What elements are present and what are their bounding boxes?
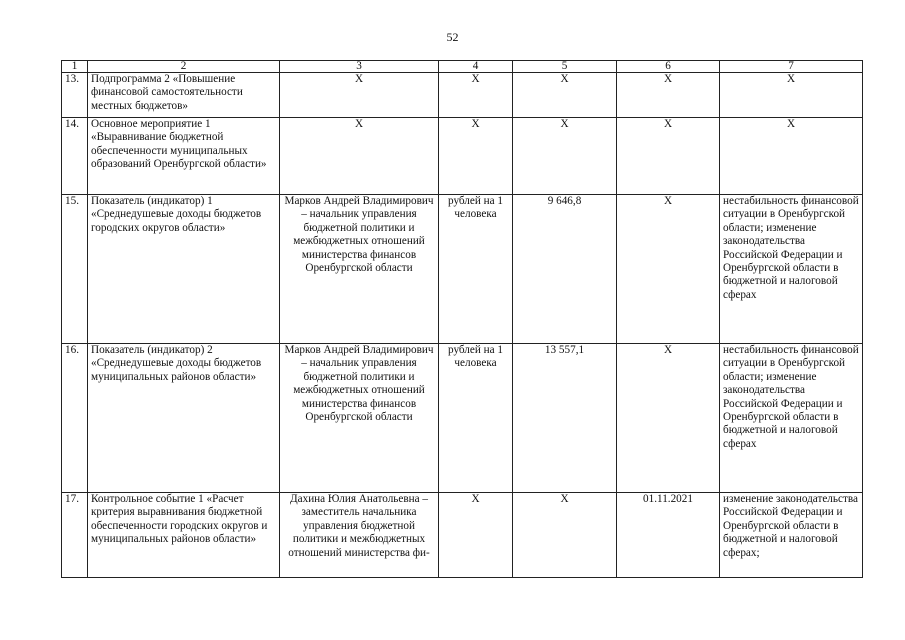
row-responsible: Марков Андрей Владимирович – начальник управления бюджетной политики и межбюджетных отношений министерства финансов Оренбургской области — [280, 344, 439, 493]
row-value: Х — [513, 118, 617, 195]
table-row — [62, 195, 863, 344]
row-number: 16. — [62, 344, 88, 493]
row-number: 15. — [62, 195, 88, 344]
header-cell: 2 — [88, 61, 280, 73]
row-risks: Х — [720, 73, 863, 118]
header-row — [62, 61, 863, 73]
row-risks: изменение законодательства Российской Федерации и Оренбургской области в бюджетной и налоговой сферах; — [720, 493, 863, 578]
row-date: Х — [617, 195, 720, 344]
row-date: Х — [617, 73, 720, 118]
row-responsible: Х — [280, 118, 439, 195]
indicators-table — [61, 60, 863, 578]
row-date: Х — [617, 344, 720, 493]
row-number: 13. — [62, 73, 88, 118]
row-value: Х — [513, 493, 617, 578]
row-risks: нестабильность финансовой ситуации в Оренбургской области; изменение законодательства Российской Федерации и Оренбургской области в бюджетной и налоговой сферах — [720, 344, 863, 493]
table-row — [62, 118, 863, 195]
row-responsible: Дахина Юлия Анатольевна – заместитель начальника управления бюджетной политики и межбюджетных отношений министерства фи- — [280, 493, 439, 578]
row-risks: нестабильность финансовой ситуации в Оренбургской области; изменение законодательства Российской Федерации и Оренбургской области в бюджетной и налоговой сферах — [720, 195, 863, 344]
row-unit: Х — [439, 118, 513, 195]
row-date: 01.11.2021 — [617, 493, 720, 578]
row-responsible: Х — [280, 73, 439, 118]
row-value: Х — [513, 73, 617, 118]
header-cell: 7 — [720, 61, 863, 73]
header-cell: 1 — [62, 61, 88, 73]
header-cell: 6 — [617, 61, 720, 73]
row-unit: Х — [439, 493, 513, 578]
row-name: Показатель (индикатор) 2 «Среднедушевые доходы бюджетов муниципальных районов области» — [88, 344, 280, 493]
table-row — [62, 493, 863, 578]
row-unit: рублей на 1 человека — [439, 344, 513, 493]
row-risks: Х — [720, 118, 863, 195]
row-name: Показатель (индикатор) 1 «Среднедушевые доходы бюджетов городских округов области» — [88, 195, 280, 344]
row-name: Подпрограмма 2 «Повышение финансовой самостоятельности местных бюджетов» — [88, 73, 280, 118]
table-row — [62, 344, 863, 493]
page-number: 52 — [446, 30, 459, 44]
table-row — [62, 73, 863, 118]
row-number: 14. — [62, 118, 88, 195]
row-unit: рублей на 1 человека — [439, 195, 513, 344]
row-number: 17. — [62, 493, 88, 578]
row-responsible: Марков Андрей Владимирович – начальник управления бюджетной политики и межбюджетных отношений министерства финансов Оренбургской области — [280, 195, 439, 344]
row-date: Х — [617, 118, 720, 195]
header-cell: 3 — [280, 61, 439, 73]
header-cell: 5 — [513, 61, 617, 73]
header-cell: 4 — [439, 61, 513, 73]
row-name: Основное мероприятие 1 «Выравнивание бюджетной обеспеченности муниципальных образований Оренбургской области» — [88, 118, 280, 195]
row-value: 9 646,8 — [513, 195, 617, 344]
row-unit: Х — [439, 73, 513, 118]
row-name: Контрольное событие 1 «Расчет критерия выравнивания бюджетной обеспеченности городских округов и муниципальных районов области» — [88, 493, 280, 578]
row-value: 13 557,1 — [513, 344, 617, 493]
